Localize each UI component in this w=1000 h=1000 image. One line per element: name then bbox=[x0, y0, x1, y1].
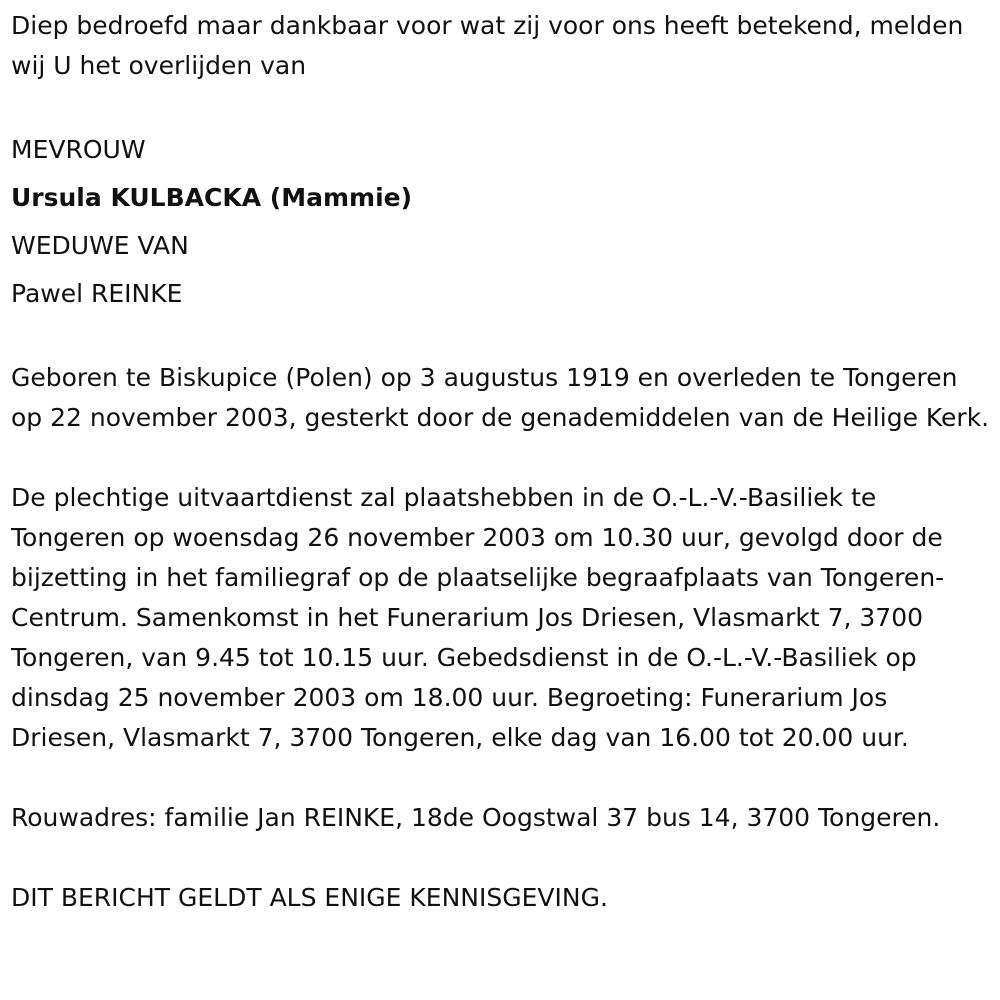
spacer bbox=[11, 438, 991, 478]
title-mevrouw: MEVROUW bbox=[11, 135, 146, 164]
widow-label: WEDUWE VAN bbox=[11, 231, 189, 260]
address-paragraph: Rouwadres: familie Jan REINKE, 18de Oogstwal 37 bus 14, 3700 Tongeren. bbox=[11, 803, 941, 832]
service-paragraph: De plechtige uitvaartdienst zal plaatshebben in de O.-L.-V.-Basiliek te Tongeren op woensdag 26 november 2003 om 10.30 uur, gevolgd door de bijzetting in het familiegraf op de plaatselijke begraafplaats van Tongeren-Centrum. Samenkomst in het Funerarium Jos Driesen, Vlasmarkt 7, 3700 Tongeren, van 9.45 tot 10.15 uur. Gebedsdienst in de O.-L.-V.-Basiliek op dinsdag 25 november 2003 om 18.00 uur. Begroeting: Funerarium Jos Driesen, Vlasmarkt 7, 3700 Tongeren, elke dag van 16.00 tot 20.00 uur. bbox=[11, 483, 945, 752]
spacer bbox=[11, 86, 991, 126]
notice-paragraph: DIT BERICHT GELDT ALS ENIGE KENNISGEVING. bbox=[11, 883, 608, 912]
spouse-name: Pawel REINKE bbox=[11, 279, 183, 308]
spacer bbox=[11, 838, 991, 878]
obituary-notice bbox=[11, 6, 991, 918]
birth-death-paragraph: Geboren te Biskupice (Polen) op 3 augustus 1919 en overleden te Tongeren op 22 november 2003, gesterkt door de genademiddelen van de Heilige Kerk. bbox=[11, 363, 990, 432]
intro-paragraph: Diep bedroefd maar dankbaar voor wat zij voor ons heeft betekend, melden wij U het overlijden van bbox=[11, 11, 964, 80]
spacer bbox=[11, 318, 991, 358]
deceased-name: Ursula KULBACKA (Mammie) bbox=[11, 183, 413, 212]
spacer bbox=[11, 758, 991, 798]
